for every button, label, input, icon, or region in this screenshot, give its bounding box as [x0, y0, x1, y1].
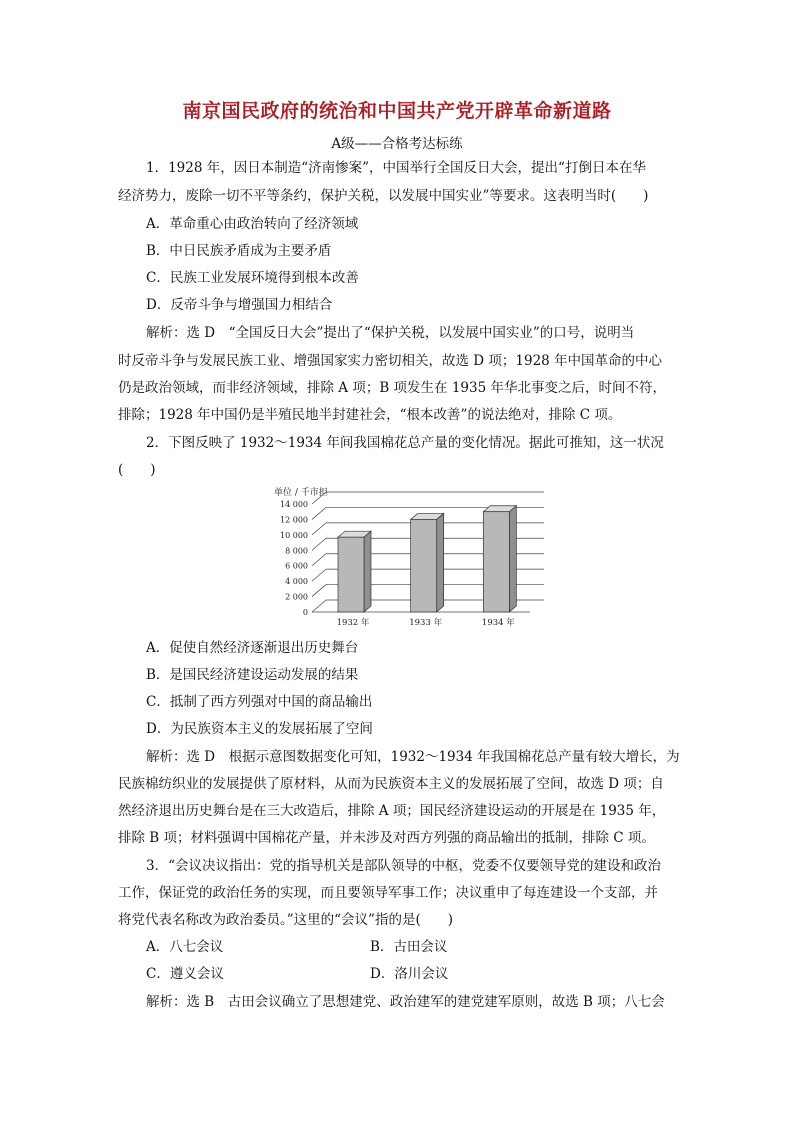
q1-option-a: A．革命重心由政治转向了经济领域: [146, 216, 359, 232]
grid-diagonal-line: [312, 554, 326, 566]
x-tick-label: 1932 年: [336, 618, 370, 628]
q3-analysis-line: 解析：选 B 古田会议确立了思想建党、政治建军的建党建军原则，故选 B 项；八七会: [146, 994, 665, 1010]
y-tick-label: 8 000: [285, 546, 308, 556]
q1-analysis-line: 解析：选 D “全国反日大会”提出了“保护关税，以发展中国实业”的口号，说明当: [146, 325, 635, 341]
grid-diagonal-line: [312, 523, 326, 535]
q2-analysis-line: 排除 B 项；材料强调中国棉花产量，并未涉及对西方列强的商品输出的抵制，排除 C 项。: [118, 830, 655, 846]
q3-stem-line: 工作，保证党的政治任务的实现，而且要领导军事工作；决议重申了每连建设一个支部，并: [118, 885, 658, 901]
q2-option-b: B．是国民经济建设运动发展的结果: [146, 667, 359, 683]
bar-side-face: [509, 506, 516, 612]
bar-front-face: [411, 519, 437, 612]
section-subtitle: A级——合格考达标练: [331, 136, 463, 152]
grid-diagonal-line: [312, 507, 326, 519]
y-tick-label: 10 000: [280, 530, 308, 540]
x-tick-label: 1934 年: [481, 618, 515, 628]
y-tick-label: 0: [302, 608, 308, 617]
y-tick-label: 12 000: [280, 515, 308, 525]
grid-diagonal-line: [312, 585, 326, 597]
q1-option-d: D．反帝斗争与增强国力相结合: [146, 297, 333, 313]
q3-options-row: [146, 964, 706, 984]
q2-option-c: C．抵制了西方列强对中国的商品输出: [146, 694, 373, 710]
grid-diagonal-line: [312, 538, 326, 550]
q2-option-d: D．为民族资本主义的发展拓展了空间: [146, 721, 373, 737]
grid-diagonal-line: [312, 600, 326, 612]
q1-option-b: B．中日民族矛盾成为主要矛盾: [146, 243, 332, 259]
y-tick-label: 4 000: [285, 577, 308, 587]
x-tick-label: 1933 年: [409, 618, 443, 628]
q1-option-c: C．民族工业发展环境得到根本改善: [146, 270, 359, 286]
q2-analysis-line: 然经济退出历史舞台是在三大改造后，排除 A 项；国民经济建设运动的开展是在 1935 年，: [118, 803, 666, 819]
q2-analysis-line: 解析：选 D 根据示意图数据变化可知，1932～1934 年我国棉花总产量有较大增长，为: [146, 749, 680, 765]
q3-stem-line: 3．“会议决议指出：党的指导机关是部队领导的中枢，党委不仅要领导党的建设和政治: [146, 858, 661, 874]
bar-side-face: [364, 531, 371, 612]
document-title: 南京国民政府的统治和中国共产党开辟革命新道路: [182, 100, 612, 122]
q2-stem-line: 2．下图反映了 1932～1934 年间我国棉花总产量的变化情况。据此可推知，这一状况: [146, 435, 664, 451]
chart-svg: [268, 484, 558, 632]
q3-option-b: B．古田会议: [370, 939, 448, 955]
chart-bars: [338, 506, 516, 612]
bar-side-face: [437, 513, 444, 612]
bar: [411, 513, 444, 612]
q3-option-c: C．遵义会议: [146, 966, 224, 982]
y-tick-label: 14 000: [280, 500, 308, 509]
q1-analysis-line: 仍是政治领域，而非经济领域，排除 A 项；B 项发生在 1935 年华北事变之后，时间不符，: [118, 380, 666, 396]
q1-stem-line: 经济势力，废除一切不平等条约，保护关税，以发展中国实业”等要求。这表明当时( ): [118, 188, 649, 204]
q2-analysis-line: 民族棉纺织业的发展提供了原材料，从而为民族资本主义的发展拓展了空间，故选 D 项；自: [118, 776, 664, 792]
y-tick-label: 2 000: [285, 592, 308, 602]
bar: [338, 531, 371, 612]
bar: [483, 506, 516, 612]
q1-analysis-line: 时反帝斗争与发展民族工业、增强国家实力密切相关，故选 D 项；1928 年中国革命的中心: [118, 353, 663, 369]
chart-y-ticks: [280, 500, 308, 617]
y-tick-label: 6 000: [285, 561, 308, 571]
cotton-output-chart: [268, 484, 558, 632]
q3-stem-line: 将党代表名称改为政治委员。”这里的“会议”指的是( ): [118, 912, 453, 928]
q3-options-row: [146, 937, 706, 957]
q1-analysis-line: 排除；1928 年中国仍是半殖民地半封建社会，“根本改善”的说法绝对，排除 C 项。: [118, 407, 622, 423]
chart-x-labels: [337, 617, 516, 628]
q3-option-a: A．八七会议: [146, 939, 224, 955]
bar-front-face: [338, 537, 364, 612]
q1-stem-line: 1．1928 年，因日本制造“济南惨案”，中国举行全国反日大会，提出“打倒日本在华: [146, 160, 646, 176]
q2-stem-line: ( ): [118, 462, 156, 478]
q2-option-a: A．促使自然经济逐渐退出历史舞台: [146, 640, 359, 656]
bar-front-face: [483, 512, 509, 612]
q3-option-d: D．洛川会议: [370, 966, 449, 982]
grid-diagonal-line: [312, 569, 326, 581]
chart-y-axis-label: 单位 / 千市担: [274, 488, 328, 498]
